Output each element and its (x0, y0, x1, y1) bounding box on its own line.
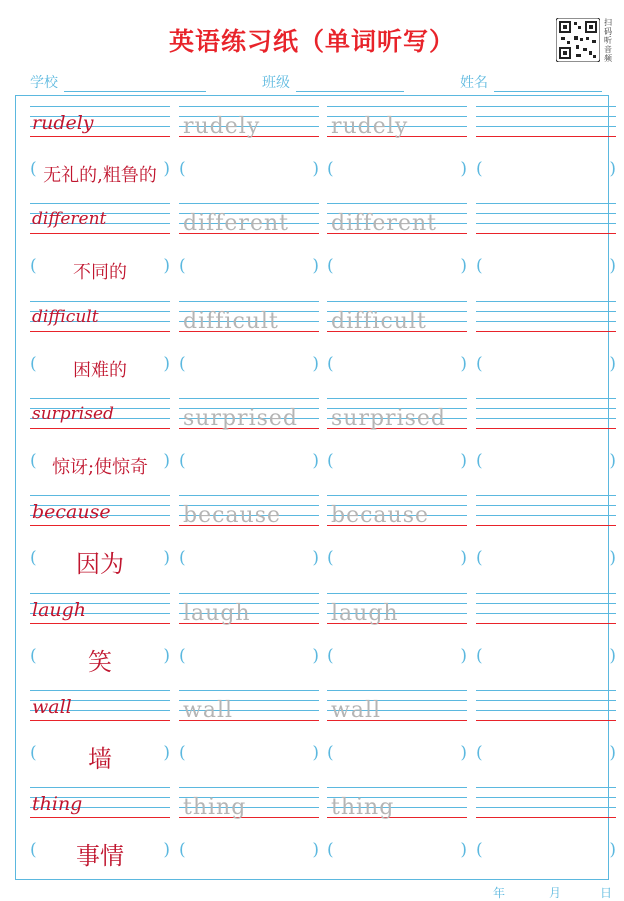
open-paren: ( (476, 353, 483, 374)
guide-line (476, 223, 616, 224)
open-paren: ( (327, 353, 334, 374)
open-paren: ( (30, 548, 37, 569)
close-paren: ) (460, 840, 467, 861)
handwritten-word: because (32, 501, 111, 524)
guide-line (30, 690, 170, 691)
open-paren: ( (327, 256, 334, 277)
baseline-red (30, 136, 170, 137)
guide-line (476, 505, 616, 506)
open-paren: ( (327, 840, 334, 861)
close-paren: ) (163, 450, 170, 471)
baseline-red (30, 233, 170, 234)
class-label: 班级 (262, 75, 290, 91)
guide-line (476, 408, 616, 409)
guide-line (476, 311, 616, 312)
open-paren: ( (476, 256, 483, 277)
guide-line (476, 593, 616, 594)
open-paren: ( (30, 159, 37, 179)
guide-line (476, 807, 616, 808)
open-paren: ( (30, 450, 37, 471)
writing-cell (30, 203, 170, 296)
qr-caption: 扫码听音频 (604, 18, 612, 63)
meaning-parentheses (476, 743, 616, 767)
guide-line (476, 787, 616, 788)
writing-cell (179, 106, 319, 199)
writing-cell (30, 690, 170, 783)
guide-line (179, 203, 319, 204)
guide-line (476, 213, 616, 214)
pencil-trace-word: laugh (183, 600, 251, 626)
guide-line (476, 116, 616, 117)
page-title: 英语练习纸（单词听写） (168, 27, 455, 56)
chinese-meaning: 笑 (88, 647, 112, 676)
writing-cell (327, 787, 467, 880)
writing-cell (327, 106, 467, 199)
ruled-lines (476, 495, 616, 535)
date-month-label: 月 (549, 886, 562, 900)
pencil-trace-word: surprised (183, 405, 299, 431)
writing-cell (476, 203, 616, 296)
close-paren: ) (312, 450, 319, 471)
guide-line (179, 106, 319, 107)
meaning-parentheses (179, 256, 319, 280)
pencil-trace-word: laugh (331, 600, 399, 626)
ruled-lines (476, 593, 616, 633)
guide-line (327, 690, 467, 691)
meaning-parentheses (179, 451, 319, 475)
meaning-parentheses (327, 256, 467, 280)
guide-line (476, 398, 616, 399)
ruled-lines (476, 398, 616, 438)
open-paren: ( (179, 742, 186, 763)
meaning-parentheses (476, 646, 616, 670)
guide-line (30, 301, 170, 302)
meaning-parentheses (327, 840, 467, 864)
close-paren: ) (609, 645, 616, 666)
close-paren: ) (312, 159, 319, 179)
chinese-meaning: 因为 (76, 550, 124, 579)
close-paren: ) (312, 742, 319, 763)
close-paren: ) (163, 645, 170, 666)
pencil-trace-word: surprised (331, 405, 447, 431)
handwritten-word: rudely (32, 112, 94, 134)
writing-cell (179, 495, 319, 588)
pencil-trace-word: difficult (183, 308, 279, 334)
close-paren: ) (460, 159, 467, 179)
baseline-red (476, 817, 616, 818)
close-paren: ) (312, 645, 319, 666)
open-paren: ( (179, 159, 186, 179)
baseline-red (30, 525, 170, 526)
guide-line (476, 515, 616, 516)
close-paren: ) (460, 256, 467, 277)
open-paren: ( (30, 645, 37, 666)
close-paren: ) (163, 742, 170, 763)
name-line (494, 91, 602, 92)
class-line (296, 91, 404, 92)
open-paren: ( (30, 742, 37, 763)
writing-cell (179, 787, 319, 880)
guide-line (476, 700, 616, 701)
open-paren: ( (476, 742, 483, 763)
guide-line (179, 593, 319, 594)
close-paren: ) (163, 548, 170, 569)
guide-line (327, 106, 467, 107)
baseline-red (30, 428, 170, 429)
close-paren: ) (312, 256, 319, 277)
open-paren: ( (476, 645, 483, 666)
open-paren: ( (179, 645, 186, 666)
writing-cell (476, 398, 616, 491)
guide-line (179, 787, 319, 788)
guide-line (30, 495, 170, 496)
chinese-meaning: 墙 (88, 744, 112, 773)
open-paren: ( (476, 159, 483, 179)
meaning-parentheses (179, 159, 319, 183)
handwritten-word: difficult (32, 306, 99, 327)
date-year-label: 年 (493, 886, 506, 900)
writing-cell (179, 203, 319, 296)
baseline-red (476, 136, 616, 137)
guide-line (30, 398, 170, 399)
guide-line (30, 593, 170, 594)
chinese-meaning: 事情 (76, 842, 124, 871)
ruled-lines (476, 787, 616, 827)
writing-cell (476, 301, 616, 394)
open-paren: ( (30, 256, 37, 277)
writing-cell (476, 106, 616, 199)
guide-line (476, 301, 616, 302)
baseline-red (476, 428, 616, 429)
handwritten-word: surprised (32, 403, 114, 424)
pencil-trace-word: wall (183, 697, 234, 723)
ruled-lines (476, 690, 616, 730)
open-paren: ( (30, 840, 37, 861)
writing-cell (179, 301, 319, 394)
meaning-parentheses (327, 451, 467, 475)
baseline-red (476, 525, 616, 526)
guide-line (476, 106, 616, 107)
pencil-trace-word: thing (331, 795, 395, 821)
writing-cell (327, 301, 467, 394)
ruled-lines (476, 203, 616, 243)
writing-cell (30, 593, 170, 686)
writing-cell (327, 593, 467, 686)
guide-line (476, 203, 616, 204)
meaning-parentheses (179, 548, 319, 572)
close-paren: ) (609, 159, 616, 179)
meaning-parentheses (179, 743, 319, 767)
writing-cell (30, 301, 170, 394)
guide-line (476, 603, 616, 604)
close-paren: ) (609, 353, 616, 374)
guide-line (476, 690, 616, 691)
meaning-parentheses (327, 743, 467, 767)
handwritten-word: thing (32, 793, 83, 816)
writing-cell (327, 203, 467, 296)
guide-line (327, 203, 467, 204)
open-paren: ( (327, 645, 334, 666)
writing-cell (179, 690, 319, 783)
close-paren: ) (312, 548, 319, 569)
guide-line (30, 106, 170, 107)
handwritten-word: laugh (32, 598, 87, 621)
close-paren: ) (312, 353, 319, 374)
writing-cell (30, 495, 170, 588)
pencil-trace-word: different (183, 211, 289, 237)
close-paren: ) (609, 840, 616, 861)
open-paren: ( (476, 840, 483, 861)
date-day-label: 日 (600, 886, 613, 900)
open-paren: ( (30, 353, 37, 374)
pencil-trace-word: rudely (183, 114, 261, 139)
open-paren: ( (179, 548, 186, 569)
guide-line (179, 495, 319, 496)
school-label: 学校 (30, 75, 58, 91)
school-line (64, 91, 206, 92)
meaning-parentheses (476, 354, 616, 378)
writing-cell (179, 398, 319, 491)
writing-cell (327, 690, 467, 783)
pencil-trace-word: rudely (331, 114, 409, 139)
baseline-red (30, 331, 170, 332)
meaning-parentheses (179, 354, 319, 378)
handwritten-word: different (32, 209, 107, 230)
close-paren: ) (460, 742, 467, 763)
open-paren: ( (179, 353, 186, 374)
guide-line (327, 398, 467, 399)
meaning-parentheses (179, 646, 319, 670)
meaning-parentheses (179, 840, 319, 864)
open-paren: ( (327, 159, 334, 179)
writing-cell (30, 398, 170, 491)
pencil-trace-word: difficult (331, 308, 427, 334)
close-paren: ) (460, 548, 467, 569)
baseline-red (30, 720, 170, 721)
writing-cell (30, 787, 170, 880)
close-paren: ) (163, 353, 170, 374)
pencil-trace-word: wall (331, 697, 382, 723)
guide-line (476, 797, 616, 798)
chinese-meaning: 惊讶;使惊奇 (51, 456, 149, 478)
meaning-parentheses (476, 451, 616, 475)
baseline-red (476, 623, 616, 624)
guide-line (476, 418, 616, 419)
guide-line (179, 301, 319, 302)
pencil-trace-word: thing (183, 795, 247, 821)
guide-line (327, 787, 467, 788)
ruled-lines (476, 301, 616, 341)
meaning-parentheses (476, 256, 616, 280)
guide-line (327, 495, 467, 496)
name-label: 姓名 (460, 75, 488, 91)
pencil-trace-word: different (331, 211, 437, 237)
baseline-red (476, 233, 616, 234)
writing-cell (327, 495, 467, 588)
open-paren: ( (476, 548, 483, 569)
guide-line (476, 321, 616, 322)
guide-line (179, 690, 319, 691)
guide-line (476, 710, 616, 711)
baseline-red (476, 331, 616, 332)
chinese-meaning: 不同的 (73, 262, 127, 284)
close-paren: ) (609, 548, 616, 569)
close-paren: ) (163, 840, 170, 861)
guide-line (179, 398, 319, 399)
writing-cell (30, 106, 170, 199)
guide-line (476, 495, 616, 496)
close-paren: ) (460, 450, 467, 471)
practice-sheet (15, 95, 616, 880)
writing-cell (179, 593, 319, 686)
close-paren: ) (609, 256, 616, 277)
close-paren: ) (460, 645, 467, 666)
writing-cell (476, 787, 616, 880)
baseline-red (30, 623, 170, 624)
pencil-trace-word: because (331, 503, 430, 529)
open-paren: ( (179, 840, 186, 861)
guide-line (30, 203, 170, 204)
baseline-red (476, 720, 616, 721)
handwritten-word: wall (32, 695, 72, 718)
open-paren: ( (327, 548, 334, 569)
guide-line (327, 593, 467, 594)
open-paren: ( (327, 450, 334, 471)
open-paren: ( (327, 742, 334, 763)
guide-line (327, 301, 467, 302)
meaning-parentheses (327, 548, 467, 572)
guide-line (476, 126, 616, 127)
chinese-meaning: 困难的 (73, 359, 127, 381)
open-paren: ( (476, 450, 483, 471)
writing-cell (476, 690, 616, 783)
open-paren: ( (179, 450, 186, 471)
guide-line (476, 613, 616, 614)
writing-cell (476, 593, 616, 686)
writing-cell (327, 398, 467, 491)
guide-line (30, 787, 170, 788)
meaning-parentheses (476, 840, 616, 864)
baseline-red (30, 817, 170, 818)
close-paren: ) (163, 256, 170, 277)
meaning-parentheses (327, 646, 467, 670)
meaning-parentheses (327, 159, 467, 183)
close-paren: ) (312, 840, 319, 861)
qr-code-icon (556, 18, 600, 62)
pencil-trace-word: because (183, 503, 282, 529)
writing-cell (476, 495, 616, 588)
ruled-lines (476, 106, 616, 146)
close-paren: ) (609, 742, 616, 763)
close-paren: ) (163, 159, 170, 179)
meaning-parentheses (476, 548, 616, 572)
meaning-parentheses (327, 354, 467, 378)
meaning-parentheses (476, 159, 616, 183)
open-paren: ( (179, 256, 186, 277)
chinese-meaning: 无礼的,粗鲁的 (43, 165, 157, 186)
close-paren: ) (609, 450, 616, 471)
close-paren: ) (460, 353, 467, 374)
